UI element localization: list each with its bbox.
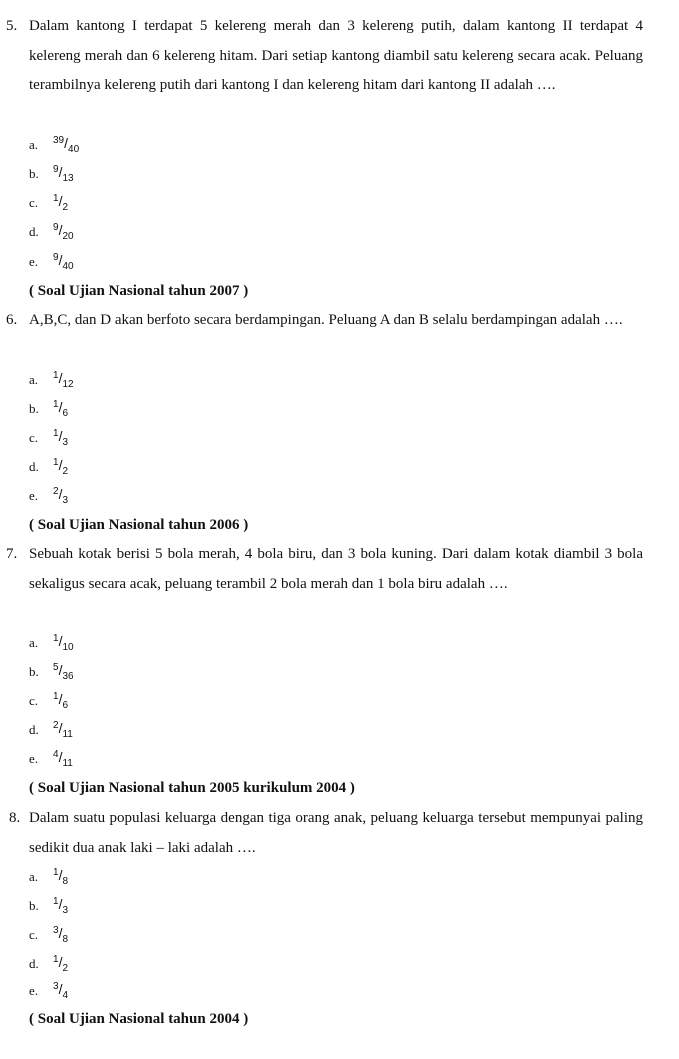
question-number: 8. <box>9 810 21 826</box>
option-letter: a. <box>29 372 39 387</box>
option-fraction: $^1/_8$ <box>53 867 69 887</box>
numerator: 2 <box>53 486 59 497</box>
option-letter: d. <box>29 459 39 474</box>
numerator: 9 <box>53 222 59 233</box>
question-source: ( Soal Ujian Nasional tahun 2006 ) <box>29 517 249 533</box>
numerator: 5 <box>53 662 59 673</box>
option-fraction: $^1/_3$ <box>53 428 69 448</box>
option-fraction: $^9/_{20}$ <box>53 222 74 242</box>
denominator: 3 <box>62 905 69 916</box>
option-fraction: $^3/_4$ <box>53 981 69 1001</box>
option-letter: e. <box>29 751 39 766</box>
option-letter: d. <box>29 224 39 239</box>
denominator: 6 <box>62 700 69 711</box>
option-fraction: $^2/_3$ <box>53 486 69 506</box>
numerator: 1 <box>53 399 59 410</box>
option-letter: b. <box>29 664 39 679</box>
denominator: 8 <box>62 876 69 887</box>
option-fraction: $^1/_2$ <box>53 457 69 477</box>
option-fraction: $^9/_{13}$ <box>53 164 74 184</box>
denominator: 36 <box>62 671 74 682</box>
option-letter: d. <box>29 722 39 737</box>
option-fraction: $^1/_{10}$ <box>53 633 74 653</box>
option-fraction: $^{39}/_{40}$ <box>53 135 80 155</box>
denominator: 11 <box>62 729 73 740</box>
question-text: Sebuah kotak berisi 5 bola merah, 4 bola biru, dan 3 bola kuning. Dari dalam kotak diambil 3 bola sekaligus secara acak, peluang terambil 2 bola merah dan 1 bola biru adalah …. <box>29 546 643 592</box>
numerator: 1 <box>53 954 59 965</box>
denominator: 2 <box>62 466 69 477</box>
denominator: 40 <box>68 144 80 155</box>
question-source: ( Soal Ujian Nasional tahun 2005 kurikulum 2004 ) <box>29 780 355 796</box>
denominator: 2 <box>62 963 69 974</box>
option-letter: d. <box>29 956 39 971</box>
denominator: 12 <box>62 379 74 390</box>
denominator: 10 <box>62 642 74 653</box>
denominator: 20 <box>62 231 74 242</box>
numerator: 1 <box>53 896 59 907</box>
denominator: 11 <box>62 758 73 769</box>
option-letter: b. <box>29 898 39 913</box>
option-letter: c. <box>29 693 39 708</box>
option-fraction: $^1/_3$ <box>53 896 69 916</box>
numerator: 1 <box>53 691 59 702</box>
denominator: 3 <box>62 437 69 448</box>
question-text: A,B,C, dan D akan berfoto secara berdampingan. Peluang A dan B selalu berdampingan adalah …. <box>29 312 623 328</box>
option-fraction: $^1/_2$ <box>53 954 69 974</box>
numerator: 1 <box>53 370 59 381</box>
option-fraction: $^5/_{36}$ <box>53 662 74 682</box>
numerator: 3 <box>53 981 59 992</box>
option-letter: a. <box>29 137 39 152</box>
numerator: 1 <box>53 428 59 439</box>
denominator: 6 <box>62 408 69 419</box>
option-letter: a. <box>29 869 39 884</box>
numerator: 4 <box>53 749 59 760</box>
denominator: 8 <box>62 934 69 945</box>
question-text: Dalam suatu populasi keluarga dengan tiga orang anak, peluang keluarga tersebut mempunyai paling sedikit dua anak laki – laki adalah …. <box>29 810 643 856</box>
numerator: 39 <box>53 135 65 146</box>
option-fraction: $^3/_8$ <box>53 925 69 945</box>
option-fraction: $^1/_6$ <box>53 399 69 419</box>
numerator: 1 <box>53 193 59 204</box>
numerator: 1 <box>53 867 59 878</box>
option-fraction: $^1/_2$ <box>53 193 69 213</box>
option-letter: e. <box>29 983 39 998</box>
option-letter: e. <box>29 254 39 269</box>
option-letter: a. <box>29 635 39 650</box>
denominator: 3 <box>62 495 69 506</box>
question-number: 5. <box>6 18 18 34</box>
option-letter: c. <box>29 195 39 210</box>
denominator: 40 <box>62 261 74 272</box>
numerator: 2 <box>53 720 59 731</box>
denominator: 4 <box>62 990 69 1001</box>
question-text: Dalam kantong I terdapat 5 kelereng merah dan 3 kelereng putih, dalam kantong II terdapat 4 kelereng merah dan 6 kelereng hitam. Dari setiap kantong diambil satu kelereng secara acak. Peluang terambilnya kelereng putih dari kantong I dan kelereng hitam dari kantong II adalah …. <box>29 18 643 93</box>
numerator: 9 <box>53 252 59 263</box>
question-number: 7. <box>6 546 18 562</box>
option-letter: c. <box>29 430 39 445</box>
option-fraction: $^4/_{11}$ <box>53 749 73 769</box>
option-letter: c. <box>29 927 39 942</box>
question-source: ( Soal Ujian Nasional tahun 2007 ) <box>29 283 249 299</box>
option-fraction: $^2/_{11}$ <box>53 720 73 740</box>
option-fraction: $^1/_{12}$ <box>53 370 74 390</box>
option-letter: b. <box>29 401 39 416</box>
question-source: ( Soal Ujian Nasional tahun 2004 ) <box>29 1011 249 1027</box>
denominator: 2 <box>62 202 69 213</box>
numerator: 3 <box>53 925 59 936</box>
denominator: 13 <box>62 173 74 184</box>
option-fraction: $^9/_{40}$ <box>53 252 74 272</box>
option-letter: b. <box>29 166 39 181</box>
numerator: 9 <box>53 164 59 175</box>
option-letter: e. <box>29 488 39 503</box>
question-number: 6. <box>6 312 18 328</box>
option-fraction: $^1/_6$ <box>53 691 69 711</box>
numerator: 1 <box>53 633 59 644</box>
numerator: 1 <box>53 457 59 468</box>
